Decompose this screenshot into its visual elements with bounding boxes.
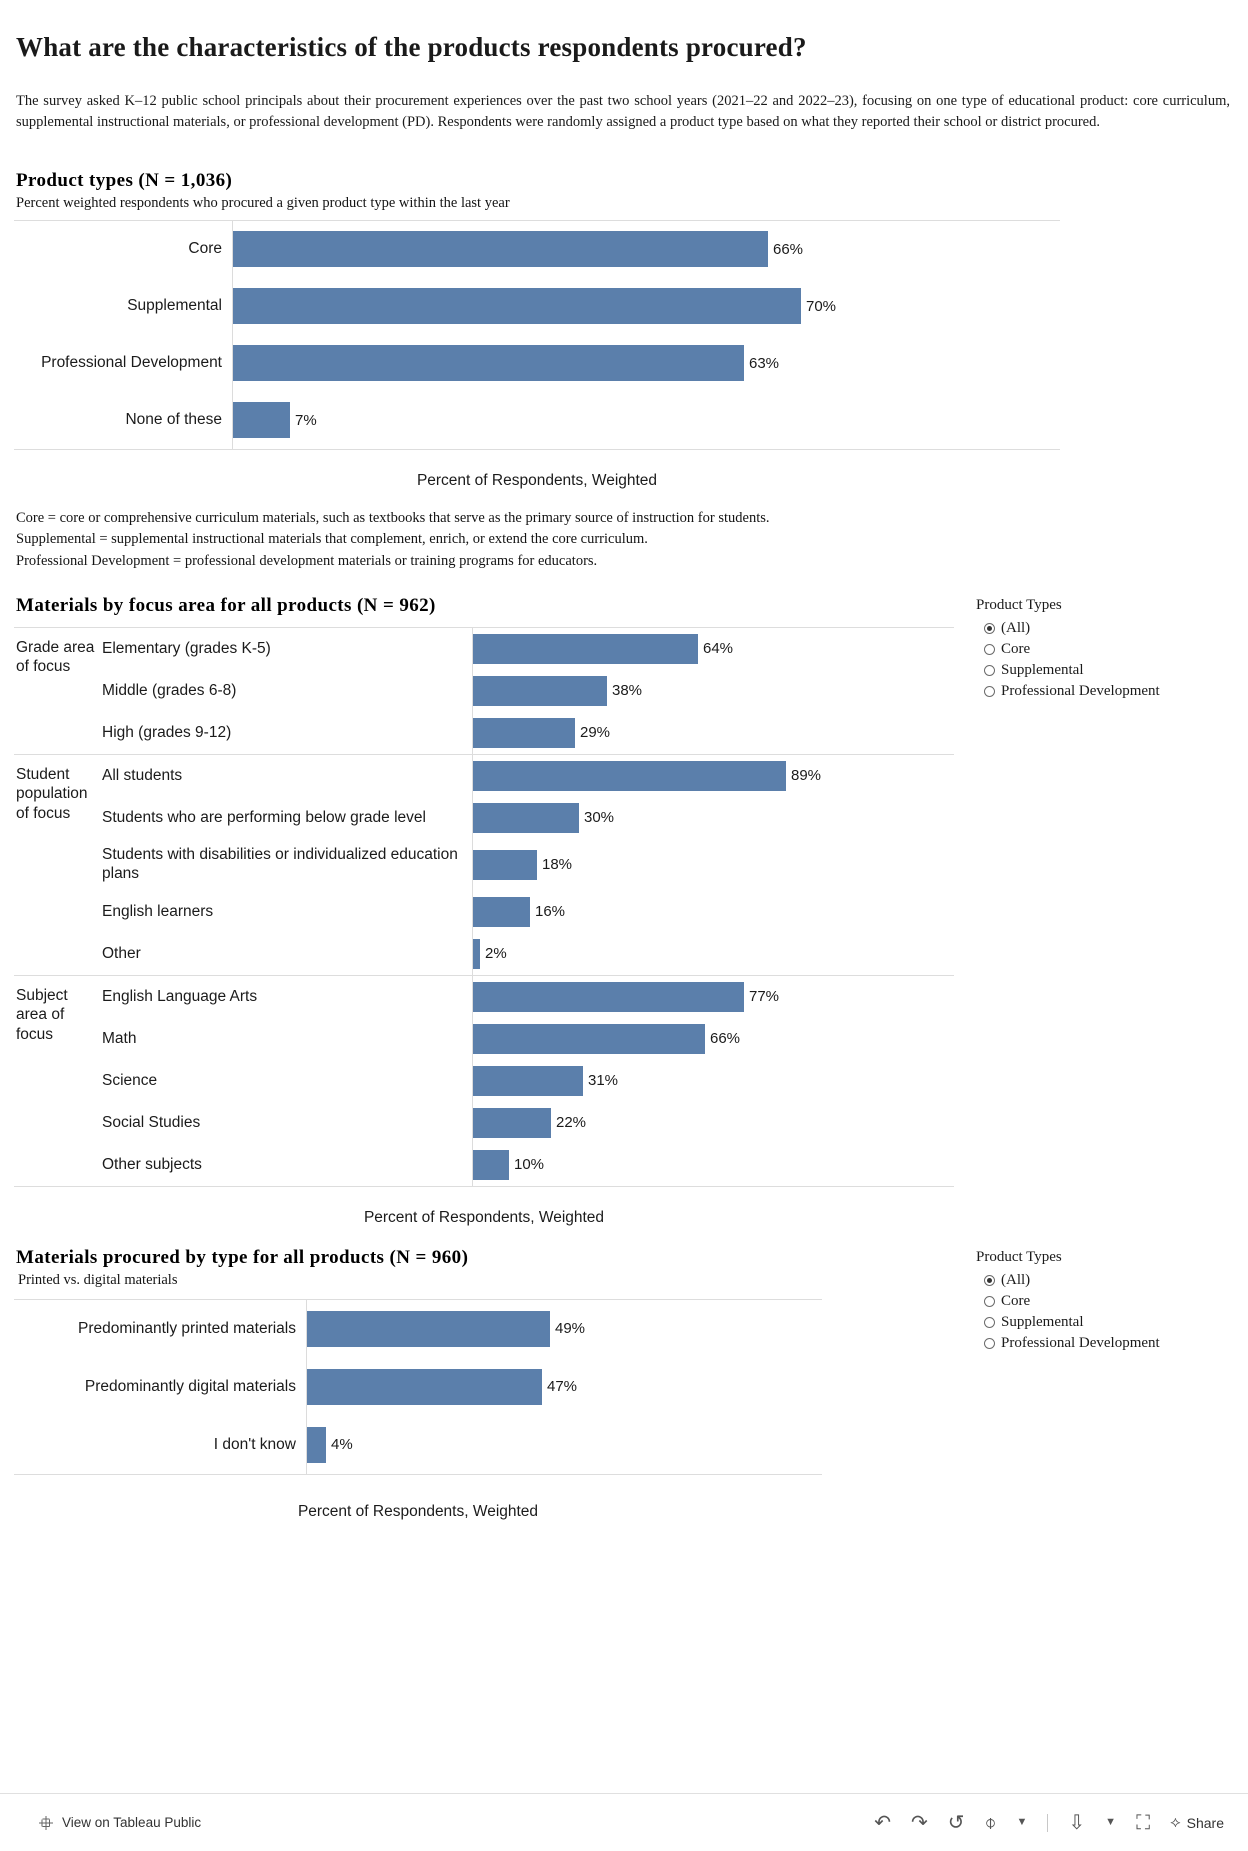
radio-icon[interactable]: [984, 1275, 995, 1286]
chart-group-subject: [14, 976, 954, 1187]
radio-option-pd[interactable]: [984, 1333, 1160, 1354]
radio-icon[interactable]: [984, 623, 995, 634]
bar-value: 49%: [555, 1320, 586, 1338]
focus-area-chart: [14, 627, 954, 1187]
definition-core: Core = core or comprehensive curriculum materials, such as textbooks that serve as the primary source of instruction for students.: [16, 509, 770, 526]
bar-value: 38%: [612, 682, 643, 700]
bar-track: [472, 933, 954, 975]
bar-track: [472, 712, 954, 754]
bar-track: [472, 1018, 954, 1060]
definitions-block: [0, 490, 1248, 573]
chart-row: [102, 628, 954, 670]
bar-track: [472, 797, 954, 839]
axis-caption: Percent of Respondents, Weighted: [297, 1502, 539, 1520]
tableau-toolbar: [0, 1793, 1248, 1851]
radio-icon[interactable]: [984, 1338, 995, 1349]
chart-row: [102, 1060, 954, 1102]
chart-row: [102, 1018, 954, 1060]
undo-icon[interactable]: ↶: [874, 1811, 891, 1834]
page-title: What are the characteristics of the products respondents procured?: [16, 32, 807, 63]
download-chevron-icon[interactable]: ▼: [1105, 1816, 1117, 1829]
chart-row: [102, 891, 954, 933]
definition-pd: Professional Development = professional development materials or training programs for educators.: [16, 553, 598, 570]
radio-label: Professional Development: [1001, 1334, 1160, 1351]
redo-icon[interactable]: ↷: [910, 1811, 928, 1834]
bar-label: Science: [102, 1071, 158, 1089]
intro-paragraph: The survey asked K–12 public school principals about their procurement experiences over the past two school years (2021–22 and 2022–23), focusing on one type of educational product: core curriculum, supplemental instructional materials, or professional development (PD). Respondents were randomly assigned a product type based on what they reported their school or district procured.: [16, 93, 1230, 131]
bar-value: 63%: [749, 354, 780, 372]
bar-label: Predominantly digital materials: [84, 1377, 296, 1395]
bar-label: High (grades 9-12): [102, 723, 232, 741]
bar-track: [472, 1102, 954, 1144]
radio-icon[interactable]: [984, 1296, 995, 1307]
bar-value: 64%: [703, 640, 734, 658]
chart-row: [14, 1416, 822, 1474]
chevron-down-icon[interactable]: ▼: [1016, 1816, 1028, 1829]
bar-label: Social Studies: [102, 1113, 201, 1131]
bar-track: [472, 1144, 954, 1186]
bar[interactable]: [473, 634, 698, 664]
radio-label: Supplemental: [1001, 1313, 1084, 1330]
group-label: Grade area of focus: [16, 638, 95, 676]
bar[interactable]: [233, 231, 768, 267]
bar[interactable]: [473, 718, 575, 748]
section1-heading: Product types (N = 1,036): [16, 169, 233, 191]
bar-track: [472, 839, 954, 891]
bar-label: Core: [188, 240, 222, 258]
bar-track: [306, 1358, 822, 1416]
section3-subheading: Printed vs. digital materials: [18, 1271, 178, 1288]
bar-track: [472, 755, 954, 797]
bar[interactable]: [473, 803, 579, 833]
tableau-link-label: View on Tableau Public: [62, 1815, 202, 1831]
radio-option-pd[interactable]: [984, 681, 1160, 702]
bar-label: Predominantly printed materials: [78, 1319, 296, 1337]
filter-title: Product Types: [976, 596, 1062, 613]
bar-label: English learners: [102, 902, 214, 920]
radio-option-core[interactable]: [984, 1291, 1160, 1312]
dashboard-page: [0, 18, 1248, 1834]
bar-value: 16%: [535, 903, 566, 921]
radio-icon[interactable]: [984, 665, 995, 676]
bar-track: [472, 670, 954, 712]
chart-group-student-population: [14, 755, 954, 976]
bar[interactable]: [307, 1427, 326, 1463]
section3-heading: Materials procured by type for all products (N = 960): [16, 1246, 469, 1268]
bar-value: 31%: [588, 1072, 619, 1090]
bar[interactable]: [233, 288, 801, 324]
axis-caption: Percent of Respondents, Weighted: [416, 471, 658, 489]
bar-track: [472, 1060, 954, 1102]
bar-track: [472, 976, 954, 1018]
bar-value: 70%: [806, 297, 837, 315]
bar-label: Other: [102, 944, 141, 962]
radio-option-supplemental[interactable]: [984, 660, 1160, 681]
product-types-filter-1[interactable]: [976, 597, 1160, 702]
bar-track: [232, 335, 1060, 392]
bar-value: 30%: [584, 809, 615, 827]
bar-value: 18%: [542, 856, 573, 874]
tableau-logo-icon: [38, 1815, 54, 1831]
chart-row: [102, 976, 954, 1018]
bar[interactable]: [307, 1369, 542, 1405]
chart-row: [14, 1358, 822, 1416]
chart-row: [102, 712, 954, 754]
bar[interactable]: [473, 1108, 551, 1138]
chart-row: [14, 392, 1060, 449]
bar-track: [472, 628, 954, 670]
bar-value: 10%: [514, 1156, 545, 1174]
bar-value: 2%: [485, 945, 507, 963]
bar-label: Other subjects: [102, 1155, 202, 1173]
radio-label: Core: [1001, 640, 1031, 657]
radio-label: Supplemental: [1001, 661, 1084, 678]
bar[interactable]: [473, 897, 530, 927]
bar-track: [306, 1300, 822, 1358]
bar[interactable]: [473, 850, 537, 880]
radio-icon[interactable]: [984, 686, 995, 697]
bar-value: 29%: [580, 724, 611, 742]
product-types-filter-2[interactable]: [976, 1249, 1160, 1354]
bar-value: 7%: [295, 411, 317, 429]
bar[interactable]: [473, 1066, 583, 1096]
bar-label: Middle (grades 6-8): [102, 681, 237, 699]
bar[interactable]: [473, 939, 480, 969]
section2-heading: Materials by focus area for all products (N = 962): [16, 594, 436, 616]
toolbar-divider: [1047, 1814, 1048, 1832]
chart-row: [102, 839, 954, 891]
bar-track: [306, 1416, 822, 1474]
filter-title: Product Types: [976, 1248, 1062, 1265]
bar-value: 66%: [710, 1030, 741, 1048]
chart-row: [102, 755, 954, 797]
chart-row: [14, 1300, 822, 1358]
bar-label: Students who are performing below grade level: [102, 808, 426, 826]
chart-row: [14, 278, 1060, 335]
bar-track: [472, 891, 954, 933]
bar[interactable]: [473, 982, 744, 1012]
bar-value: 22%: [556, 1114, 587, 1132]
radio-label: Core: [1001, 1292, 1031, 1309]
chart-row: [102, 797, 954, 839]
bar-track: [232, 278, 1060, 335]
chart-group-grade: [14, 628, 954, 755]
chart-row: [14, 221, 1060, 278]
bar[interactable]: [233, 345, 744, 381]
share-label: Share: [1186, 1814, 1224, 1831]
bar-label: Elementary (grades K-5): [102, 639, 271, 657]
radio-icon[interactable]: [984, 644, 995, 655]
bar-track: [232, 221, 1060, 278]
view-on-tableau-public-link[interactable]: [38, 1815, 201, 1831]
printed-digital-chart: [14, 1299, 822, 1475]
fullscreen-icon[interactable]: ⛶: [1136, 1811, 1151, 1834]
bar-value: 66%: [773, 240, 804, 258]
group-label: Subject area of focus: [16, 986, 68, 1043]
bar-label: Supplemental: [127, 297, 222, 315]
chart-row: [102, 670, 954, 712]
download-icon[interactable]: ⇩: [1068, 1811, 1086, 1834]
bar-label: Professional Development: [41, 354, 222, 372]
share-icon: ⟡: [1170, 1813, 1181, 1831]
definition-supplemental: Supplemental = supplemental instructional materials that complement, enrich, or extend the core curriculum.: [16, 531, 648, 548]
bar-label: English Language Arts: [102, 987, 258, 1005]
chart-row: [14, 335, 1060, 392]
bar-label: I don't know: [213, 1435, 296, 1453]
chart-row: [102, 1102, 954, 1144]
group-label: Student population of focus: [16, 765, 88, 822]
bar-value: 77%: [749, 988, 780, 1006]
refresh-icon[interactable]: ⌽: [984, 1811, 997, 1834]
bar[interactable]: [473, 1024, 705, 1054]
radio-option-core[interactable]: [984, 639, 1160, 660]
bar[interactable]: [233, 402, 290, 438]
radio-label: (All): [1001, 1271, 1031, 1288]
bar-value: 4%: [331, 1436, 353, 1454]
bar[interactable]: [307, 1311, 550, 1347]
bar[interactable]: [473, 1150, 509, 1180]
section1-subheading: Percent weighted respondents who procured a given product type within the last year: [16, 194, 510, 211]
axis-caption: Percent of Respondents, Weighted: [363, 1208, 605, 1226]
radio-label: Professional Development: [1001, 682, 1160, 699]
product-types-chart: [14, 220, 1060, 450]
radio-option-all[interactable]: [984, 1270, 1160, 1291]
bar[interactable]: [473, 676, 607, 706]
share-button[interactable]: [1170, 1815, 1224, 1831]
bar-value: 89%: [791, 767, 822, 785]
bar-label: None of these: [125, 411, 222, 429]
radio-icon[interactable]: [984, 1317, 995, 1328]
bar-label: All students: [102, 766, 183, 784]
radio-label: (All): [1001, 619, 1031, 636]
chart-row: [102, 1144, 954, 1186]
bar-value: 47%: [547, 1378, 578, 1396]
bar-track: [232, 392, 1060, 449]
radio-option-supplemental[interactable]: [984, 1312, 1160, 1333]
radio-option-all[interactable]: [984, 618, 1160, 639]
chart-row: [102, 933, 954, 975]
toolbar-actions: [874, 1813, 1224, 1833]
bar-label: Students with disabilities or individualized education plans: [102, 846, 458, 882]
bar-label: Math: [102, 1029, 137, 1047]
revert-icon[interactable]: ↺: [947, 1811, 965, 1834]
bar[interactable]: [473, 761, 786, 791]
